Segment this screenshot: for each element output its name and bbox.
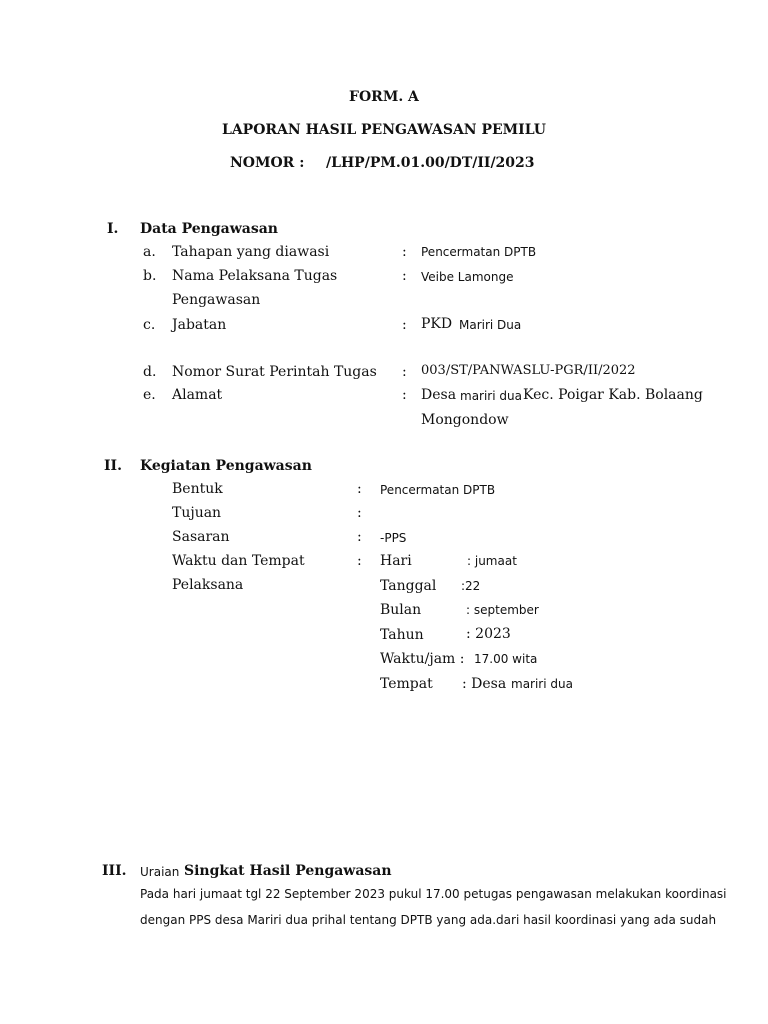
document-title: LAPORAN HASIL PENGAWASAN PEMILU	[221, 122, 547, 138]
row-d-colon: :	[402, 364, 407, 380]
row-a-letter: a.	[143, 244, 156, 260]
row-e-label: Alamat	[172, 387, 223, 403]
section3-numeral: III.	[102, 863, 127, 879]
row-b-letter: b.	[143, 268, 157, 284]
tempat-label: Tempat	[380, 676, 433, 692]
section3-heading-b: Singkat Hasil Pengawasan	[184, 863, 392, 879]
row-e-value-c: Kec. Poigar Kab. Bolaang	[523, 387, 703, 403]
bulan-value: : september	[466, 603, 539, 617]
tempat-value-b: mariri dua	[511, 677, 573, 691]
jam-value: 17.00 wita	[474, 652, 538, 666]
form-label: FORM. A	[349, 89, 419, 105]
row-b-label-cont: Pengawasan	[172, 292, 261, 308]
row-c-letter: c.	[143, 317, 156, 333]
tahun-value: : 2023	[466, 626, 511, 642]
row-e-letter: e.	[143, 387, 156, 403]
hari-value: : jumaat	[467, 554, 517, 568]
section1-heading: Data Pengawasan	[140, 221, 278, 237]
tahun-label: Tahun	[380, 627, 424, 643]
tempat-value-a: : Desa	[462, 676, 507, 692]
row-b-label: Nama Pelaksana Tugas	[172, 268, 338, 284]
row-c-value-a: PKD	[421, 316, 453, 332]
row-e-value-a: Desa	[421, 387, 457, 403]
row-c-value-b: Mariri Dua	[459, 318, 522, 332]
jam-label: Waktu/jam :	[380, 651, 465, 667]
section2-numeral: II.	[104, 458, 122, 474]
waktu-colon: :	[357, 553, 362, 569]
row-e-colon: :	[402, 387, 407, 403]
sasaran-value: -PPS	[380, 531, 407, 545]
summary-line-2: dengan PPS desa Mariri dua prihal tentang DPTB yang ada.dari hasil koordinasi yang ada sudah	[140, 913, 717, 927]
section2-heading: Kegiatan Pengawasan	[140, 458, 312, 474]
row-e-value-b: mariri dua	[460, 389, 522, 403]
row-b-colon: :	[402, 268, 407, 284]
waktu-label-cont: Pelaksana	[172, 577, 244, 593]
summary-line-1: Pada hari jumaat tgl 22 September 2023 pukul 17.00 petugas pengawasan melakukan koordinasi	[140, 887, 727, 901]
row-a-label: Tahapan yang diawasi	[172, 244, 330, 260]
section3-heading-a: Uraian	[140, 865, 180, 879]
row-a-colon: :	[402, 244, 407, 260]
bentuk-value: Pencermatan DPTB	[380, 483, 496, 497]
section1-numeral: I.	[107, 221, 119, 237]
tanggal-label: Tanggal	[380, 578, 437, 594]
row-c-label: Jabatan	[172, 317, 227, 333]
hari-label: Hari	[380, 553, 412, 569]
sasaran-label: Sasaran	[172, 529, 230, 545]
row-d-label: Nomor Surat Perintah Tugas	[172, 364, 377, 380]
row-b-value: Veibe Lamonge	[421, 270, 514, 284]
bentuk-label: Bentuk	[172, 481, 223, 497]
row-e-value-cont: Mongondow	[421, 412, 509, 428]
waktu-label: Waktu dan Tempat	[172, 553, 305, 569]
sasaran-colon: :	[357, 529, 362, 545]
row-d-value: 003/ST/PANWASLU-PGR/II/2022	[421, 363, 636, 378]
tujuan-label: Tujuan	[172, 505, 222, 521]
bulan-label: Bulan	[380, 602, 422, 618]
tanggal-value: :22	[461, 579, 481, 593]
number-value: /LHP/PM.01.00/DT/II/2023	[326, 155, 535, 171]
bentuk-colon: :	[357, 481, 362, 497]
tujuan-colon: :	[357, 505, 362, 521]
row-a-value: Pencermatan DPTB	[421, 245, 537, 259]
number-label: NOMOR :	[230, 155, 305, 171]
row-d-letter: d.	[143, 364, 157, 380]
row-c-colon: :	[402, 317, 407, 333]
